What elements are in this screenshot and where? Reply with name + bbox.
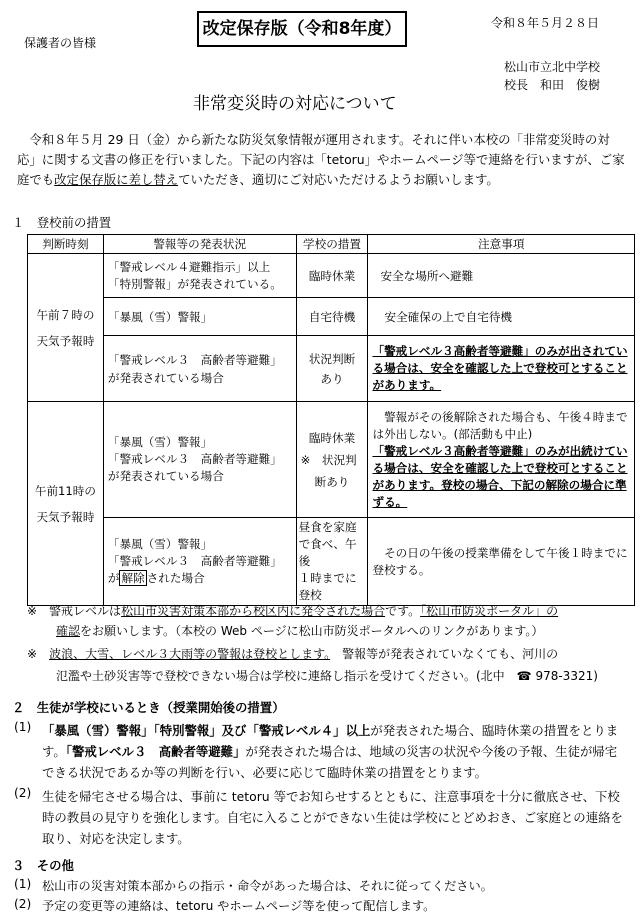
table-row-status: 「警戒レベル３ 高齢者等避難」 が発表されている場合: [103, 336, 296, 402]
list-number: (1): [14, 720, 32, 734]
list-number: (2): [14, 786, 32, 800]
table-row-note: 安全な場所へ避難: [368, 254, 635, 298]
list-item: 松山市の災害対策本部からの指示・命令があった場合は、それに従ってください。: [42, 879, 493, 893]
list-number: (1): [14, 877, 32, 891]
list-item: 生徒を帰宅させる場合は、事前に tetoru 等でお知らせするとともに、注意事項を十分に徹底させ、下校時の教員の見守りを強化します。自宅に入ることができない生徒は学校にとどめおき、ご家庭との連絡を取り、対応を決定します。: [42, 789, 623, 846]
table-row-status: 「暴風（雪）警報」: [103, 298, 296, 336]
table-row-status: 「暴風（雪）警報」 「警戒レベル３ 高齢者等避難」 が発表されている場合: [103, 402, 296, 518]
table-row-status: 「暴風（雪）警報」 「警戒レベル３ 高齢者等避難」 が 解除 された場合: [103, 518, 296, 606]
footnote-other-warnings: ※ 波浪、大雪、レベル３大雨等の警報は登校とします。 警報等が発表されていなくても、河川の 氾濫や土砂災害等で登校できない場合は学校に連絡し指示を受けてください。(北中 ☎ 978-3321): [27, 647, 598, 683]
table-row-measure: 状況判断 あり: [296, 336, 368, 402]
section-1-heading: １ 登校前の措置: [12, 215, 112, 230]
column-header: 警報等の発表状況: [103, 235, 296, 254]
table-row-measure: 昼食を家庭 で食べ、午後 １時までに 登校: [296, 518, 368, 606]
table-row-note: 「警戒レベル３高齢者等避難」のみが出されている場合は、安全を確認した上で登校可とすることがあります。: [368, 336, 635, 402]
table-row-note: 安全確保の上で自宅待機: [368, 298, 635, 336]
school-name: 松山市立北中学校: [504, 60, 601, 74]
intro-paragraph: 令和８年５月 29 日（金）から新たな防災気象情報が運用されます。それに伴い本校の「非常変災時の対応」に関する文書の修正を行いました。下記の内容は「tetoru」やホームページ等で連絡を行いますが、ご家庭でも改定保存版に差し替えていただき、適切にご対応いただけるようお願いします。: [17, 132, 625, 187]
time-cell-11am: 午前11時の 天気予報時: [28, 402, 104, 606]
document-version-title: 改定保存版（令和8年度）: [197, 11, 407, 47]
principal-name: 校長 和田 俊樹: [504, 78, 601, 92]
section-3-heading: ３ その他: [12, 858, 74, 873]
section-2-heading: ２ 生徒が学校にいるとき（授業開始後の措置）: [12, 700, 285, 715]
document-date: 令和８年５月２８日: [491, 16, 600, 30]
column-header: 学校の措置: [296, 235, 368, 254]
table-row-measure: 臨時休業 ※ 状況判 断あり: [296, 402, 368, 518]
list-number: (2): [14, 897, 32, 911]
list-item: 「暴風（雪）警報」「特別警報」及び「警戒レベル４」以上が発表された場合、臨時休業の措置をとります。「警戒レベル３ 高齢者等避難」が発表された場合は、地域の災害の状況や今後の予報、生徒が帰宅できる状況であるか等の判断を行い、必要に応じて臨時休業の措置をとります。: [42, 723, 619, 780]
table-row-note: その日の午後の授業準備をして午後１時までに登校する。: [368, 518, 635, 606]
table-row-measure: 臨時休業: [296, 254, 368, 298]
column-header: 注意事項: [368, 235, 635, 254]
list-item: 予定の変更等の連絡は、tetoru やホームページ等を使って配信します。: [42, 899, 436, 913]
recipient: 保護者の皆様: [24, 36, 97, 50]
pre-school-measures-table: [27, 234, 635, 606]
page-title: 非常変災時の対応について: [193, 94, 397, 114]
table-row-measure: 自宅待機: [296, 298, 368, 336]
footnote-alert-level: ※ 警戒レベルは松山市災害対策本部から校区内に発令された場合です。「松山市防災ポータル」の 確認をお願いします。（本校の Web ページに松山市防災ポータルへのリンクがあります。）: [27, 604, 559, 638]
table-row-status: 「警戒レベル４避難指示」以上 「特別警報」が発表されている。: [103, 254, 296, 298]
column-header: 判断時刻: [28, 235, 104, 254]
table-row-note: 警報がその後解除された場合も、午後４時までは外出しない。(部活動も中止) 「警戒レベル３高齢者等避難」のみが出続けている場合は、安全を確認した上で登校可とすることがあります。登校の場合、下記の解除の場合に準ずる。: [368, 402, 635, 518]
time-cell-7am: 午前７時の 天気予報時: [28, 254, 104, 402]
